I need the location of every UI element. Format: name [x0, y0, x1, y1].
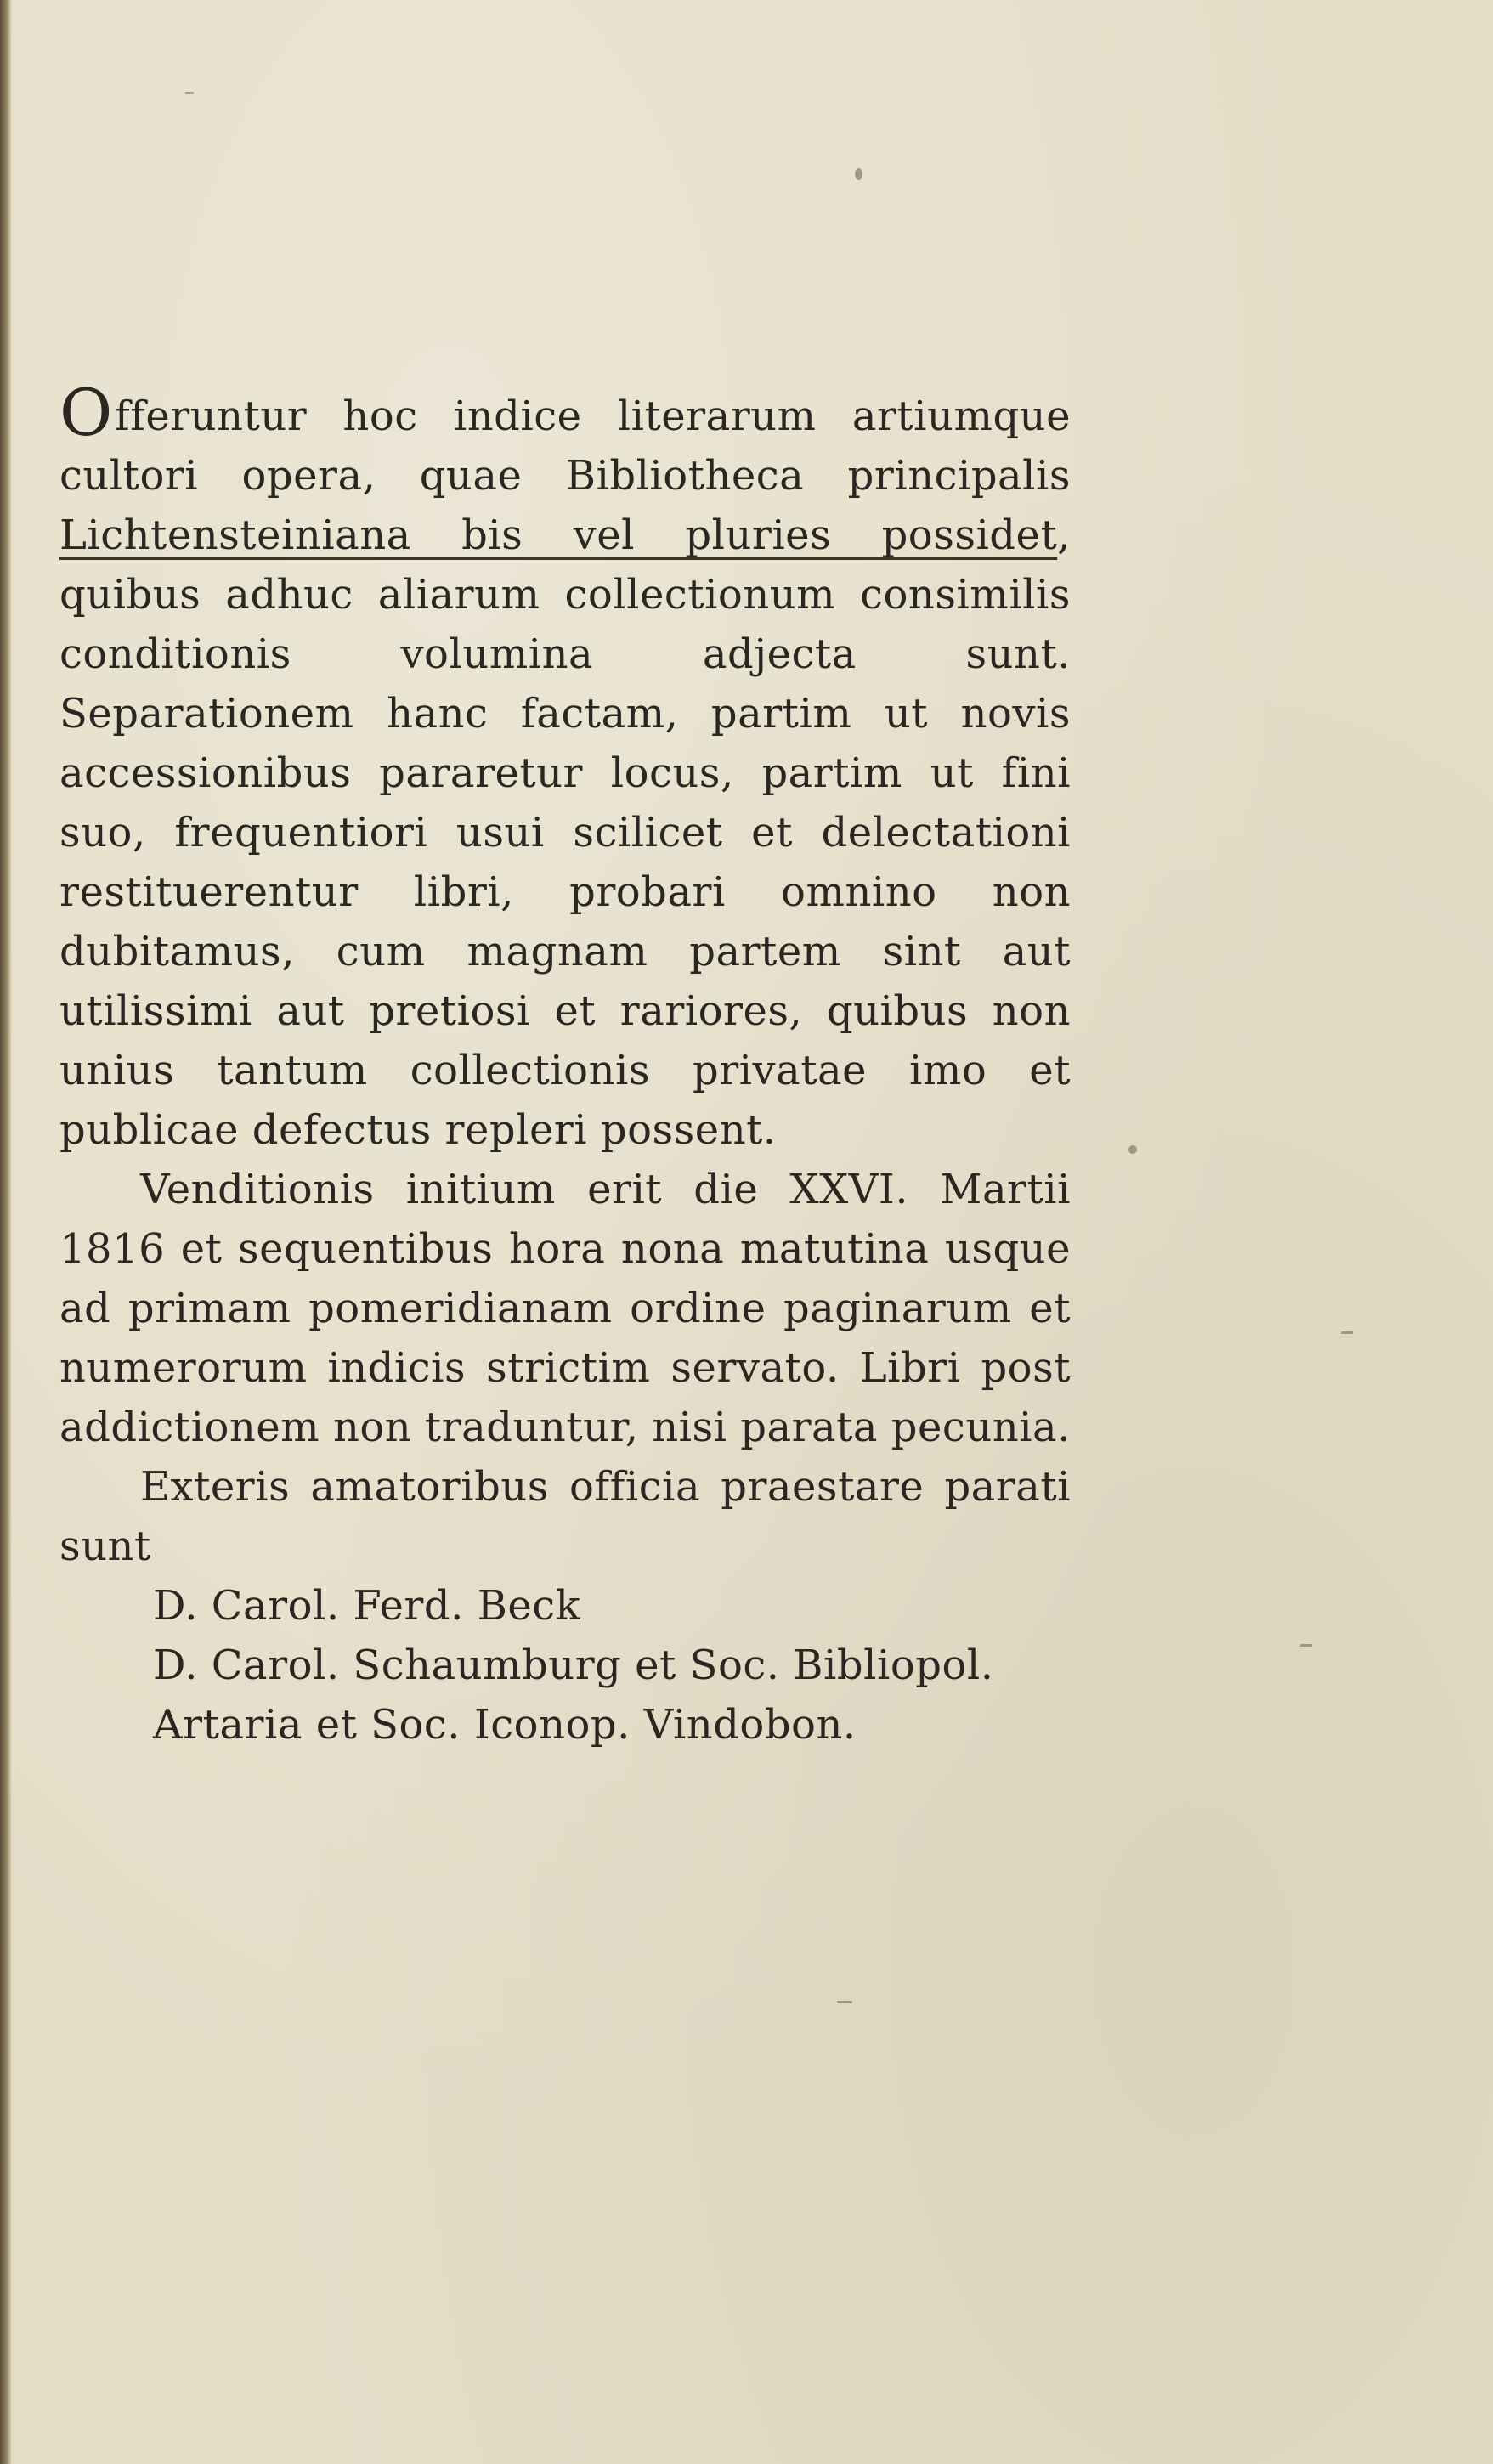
paper-speck: [855, 168, 862, 180]
paragraph-sale-terms: Venditionis initium erit die XXVI. Martii 1816 et sequentibus hora nona matutina usque ad primam pomeridianam ordine paginarum et numerorum indicis strictim servato. Libri post addictionem non traduntur, nisi parata pecunia.: [59, 1166, 1071, 1451]
paragraph-agents-intro: Exteris amatoribus officia praestare parati sunt: [59, 1463, 1071, 1570]
paper-speck: [185, 92, 194, 94]
page-edge-shadow: [0, 0, 12, 2464]
agent-line: D. Carol. Schaumburg et Soc. Bibliopol.: [153, 1642, 994, 1689]
paper-speck: [1300, 1644, 1312, 1647]
paper-speck: [837, 2001, 852, 2003]
intro-lead-text: fferuntur hoc indice literarum artiumque cultori opera, quae Bibliotheca principalis: [59, 393, 1071, 500]
paper-speck: [1341, 1331, 1353, 1334]
agent-line: D. Carol. Ferd. Beck: [153, 1582, 581, 1630]
agent-line: Artaria et Soc. Iconop. Vindobon.: [153, 1701, 857, 1749]
agents-list: [59, 1576, 1071, 1755]
intro-rest-text: , quibus adhuc aliarum collectionum consimilis conditionis volumina adjecta sunt. Separationem hanc factam, partim ut novis accessionibus pararetur locus, partim ut fini suo, frequentiori usui scilicet et delectationi restituerentur libri, probari omnino non dubitamus, cum magnam partem sint aut utilissimi aut pretiosi et rariores, quibus non unius tantum collectionis privatae imo et publicae defectus repleri possent.: [59, 511, 1071, 1154]
drop-cap: O: [59, 375, 113, 450]
underlined-phrase: Lichtensteiniana bis vel pluries possidet: [59, 511, 1058, 559]
paragraph-intro: [59, 375, 1071, 1160]
paper-speck: [1128, 1145, 1137, 1154]
notice-text: [59, 375, 1071, 1755]
